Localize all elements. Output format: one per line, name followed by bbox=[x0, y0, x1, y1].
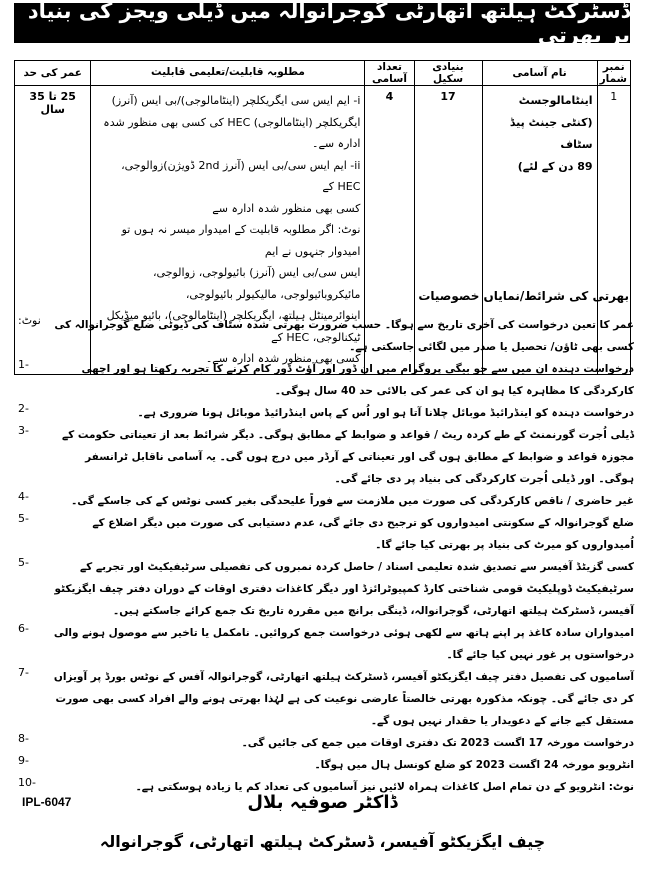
condition-number: -9 bbox=[18, 754, 29, 767]
header-age: عمر کی حد bbox=[15, 61, 91, 86]
list-item bbox=[18, 556, 634, 622]
ipl-code: IPL-6047 bbox=[22, 795, 72, 809]
header-scale: بنیادی سکیل bbox=[414, 61, 482, 86]
condition-number: -8 bbox=[18, 732, 29, 745]
condition-text: کسی گزیٹڈ آفیسر سے تصدیق شدہ تعلیمی اسناد / حاصل کردہ نمبروں کی تفصیلی سرٹیفیکیٹ اور تجربے کے سرٹیفیکیٹ ڈوپلیکیٹ قومی شناختی کارڈ کمپیوٹرائزڈ اور دیگر کاغذات دفتری اوقات کے دوران دفتر چیف ایگزیکٹو آفیسر، ڈسٹرکٹ ہیلتھ اتھارٹی، گوجرانوالہ، ڈینگی برانچ میں مقررہ تاریخ تک جمع کرائے جاسکتے ہیں۔ bbox=[54, 561, 634, 617]
page-title: ڈسٹرکٹ ہیلتھ اتھارٹی گوجرانوالہ میں ڈیلی ویجز کی بنیاد پر بھرتی bbox=[27, 0, 630, 47]
condition-text: درخواست دہندہ ان میں سے جو بیگی پروگرام میں ان ڈور اور آؤٹ ڈور کام کرنے کا تجربہ رکھتا ہو اور اچھی کارکردگی کا مظاہرہ کیا ہو ان کی عمر کی بالائی حد 40 سال ہوگی۔ bbox=[81, 363, 634, 397]
conditions-heading: بھرتی کی شرائط/نمایاں خصوصیات bbox=[418, 289, 629, 303]
list-item bbox=[18, 754, 634, 776]
list-item bbox=[18, 622, 634, 666]
header-count: تعداد آسامی bbox=[365, 61, 414, 86]
cell-age: 25 تا 35 سال bbox=[15, 86, 91, 375]
list-item bbox=[18, 358, 634, 402]
qualification-line: ایگریکلچر (اینٹامالوجی) HEC کی کسی بھی منظور شدہ ادارہ سے۔ bbox=[103, 115, 361, 150]
qualification-line: کسی بھی منظور شدہ ادارہ سے bbox=[212, 201, 361, 215]
qualification-line: نوٹ: اگر مطلوبہ قابلیت کے امیدوار میسر نہ ہوں تو امیدوار جنہوں نے ایم bbox=[121, 223, 361, 258]
post-line: 89 دن کے لئے) bbox=[517, 160, 593, 173]
list-item bbox=[18, 424, 634, 490]
post-line: اینٹامالوجسٹ bbox=[518, 94, 593, 107]
list-item bbox=[18, 490, 634, 512]
condition-text: غیر حاضری / ناقص کارکردگی کی صورت میں ملازمت سے فوراً علیحدگی بغیر کسی نوٹس کے کی جاسکے گی۔ bbox=[71, 495, 634, 507]
condition-number: -10 bbox=[18, 776, 36, 789]
cell-sr: 1 bbox=[597, 86, 630, 375]
signatory-designation: چیف ایگزیکٹو آفیسر، ڈسٹرکٹ ہیلتھ اتھارٹی، گوجرانوالہ bbox=[99, 832, 546, 851]
condition-number: -4 bbox=[18, 490, 29, 503]
cell-scale: 17 bbox=[414, 86, 482, 375]
qualification-line: کسی بھی منظور شدہ ادارہ سے۔ bbox=[205, 352, 361, 365]
list-item bbox=[18, 666, 634, 732]
conditions-list bbox=[18, 314, 634, 798]
condition-number: نوٹ: bbox=[18, 314, 41, 327]
list-item bbox=[18, 732, 634, 754]
condition-text: ڈیلی اُجرت گورنمنٹ کے طے کردہ ریٹ / قواعد و ضوابط کے مطابق ہوگی۔ دیگر شرائط بعد از تعیناتی حکومت کے مجوزہ قواعد و ضوابط کے مطابق ہوں گی اور تعیناتی کے آرڈر میں درج ہوں گی۔ یہ آسامی ناقابل ٹرانسفر ہوگی۔ اور ڈیلی اُجرت کارکردگی کی بنیاد پر دی جائے گی۔ bbox=[62, 429, 634, 485]
qualification-line: ایس سی/بی ایس (آنرز) بائیولوجی، زوالوجی، مائیکروبائیولوجی، مالیکیولر بائیولوجی، bbox=[152, 266, 361, 301]
header-qualification: مطلوبہ قابلیت/تعلیمی قابلیت bbox=[91, 61, 365, 86]
list-item bbox=[18, 512, 634, 556]
condition-number: -6 bbox=[18, 622, 29, 635]
condition-text: آسامیوں کی تفصیل دفتر چیف ایگزیکٹو آفیسر، ڈسٹرکٹ ہیلتھ اتھارٹی، گوجرانوالہ آفس کے نوٹس بورڈ پر آویزاں کر دی جائے گی۔ چونکہ مذکورہ بھرتی خالصتاً عارضی نوعیت کی ہے لہٰذا بھرتی ہونے والے افراد کسی بھی صورت مستقل کیے جانے کے دعویدار یا حقدار نہیں ہوں گے۔ bbox=[53, 671, 634, 727]
cell-count: 4 bbox=[365, 86, 414, 375]
title-banner bbox=[14, 0, 630, 47]
qualification-line: i- ایم ایس سی ایگریکلچر (اینٹامالوجی)/بی ایس (آنرز) bbox=[111, 94, 361, 107]
condition-text: نوٹ: انٹرویو کے دن تمام اصل کاغذات ہمراہ لائیں نیز آسامیوں کی تعداد کم یا زیادہ ہوسکتی ہے۔ bbox=[135, 781, 634, 793]
condition-number: -1 bbox=[18, 358, 29, 371]
qualification-line: اینوائرمینٹل ہیلتھ، ایگریکلچر (اینٹامالوجی)، بائیو میڈیکل ٹیکنالوجی، HEC کے bbox=[106, 309, 361, 344]
condition-number: -3 bbox=[18, 424, 29, 437]
condition-number: -2 bbox=[18, 402, 29, 415]
condition-text: امیدواران سادہ کاغذ پر اپنے ہاتھ سے لکھی ہوئی درخواست جمع کروائیں۔ نامکمل یا تاخیر سے موصول ہونے والی درخواستوں پر غور نہیں کیا جائے گا۔ bbox=[53, 627, 634, 661]
header-sr: نمبر شمار bbox=[597, 61, 630, 86]
condition-text: ضلع گوجرانوالہ کے سکونتی امیدواروں کو ترجیح دی جائے گی، عدم دستیابی کی صورت میں دیگر اضلاع کے اُمیدواروں کو میرٹ کی بنیاد پر بھرتی کیا جائے گا۔ bbox=[92, 517, 634, 551]
condition-text: انٹرویو مورخہ 24 اگست 2023 کو ضلع کونسل ہال میں ہوگا۔ bbox=[314, 759, 634, 771]
condition-number: -7 bbox=[18, 666, 29, 679]
header-post: نام آسامی bbox=[482, 61, 597, 86]
table-header-row bbox=[15, 61, 631, 86]
condition-number: -5 bbox=[18, 512, 29, 525]
condition-text: درخواست مورخہ 17 اگست 2023 تک دفتری اوقات میں جمع کی جائیں گی۔ bbox=[241, 737, 634, 749]
post-line: (کنٹی جینٹ پیڈ سٹاف bbox=[509, 116, 593, 151]
list-item bbox=[18, 314, 634, 358]
condition-text: درخواست دہندہ کو اینڈرائیڈ موبائل چلانا آتا ہو اور اُس کے پاس اینڈرائیڈ موبائل ہونا ضروری ہے۔ bbox=[137, 407, 634, 419]
condition-text: عمر کا تعین درخواست کی آخری تاریخ سے ہوگا۔ حسب ضرورت بھرتی شدہ سٹاف کی ڈیوٹی ضلع گوجرانوالہ کی کسی بھی ٹاؤن/ تحصیل یا صدر میں لگائی جاسکتی ہے۔ bbox=[54, 319, 634, 353]
condition-number: -5 bbox=[18, 556, 29, 569]
list-item bbox=[18, 402, 634, 424]
qualification-line: ii- ایم ایس سی/بی ایس (آنرز 2nd ڈویژن)زوالوجی، HEC کے bbox=[121, 158, 361, 193]
signatory-name: ڈاکٹر صوفیہ بلال bbox=[247, 792, 398, 813]
